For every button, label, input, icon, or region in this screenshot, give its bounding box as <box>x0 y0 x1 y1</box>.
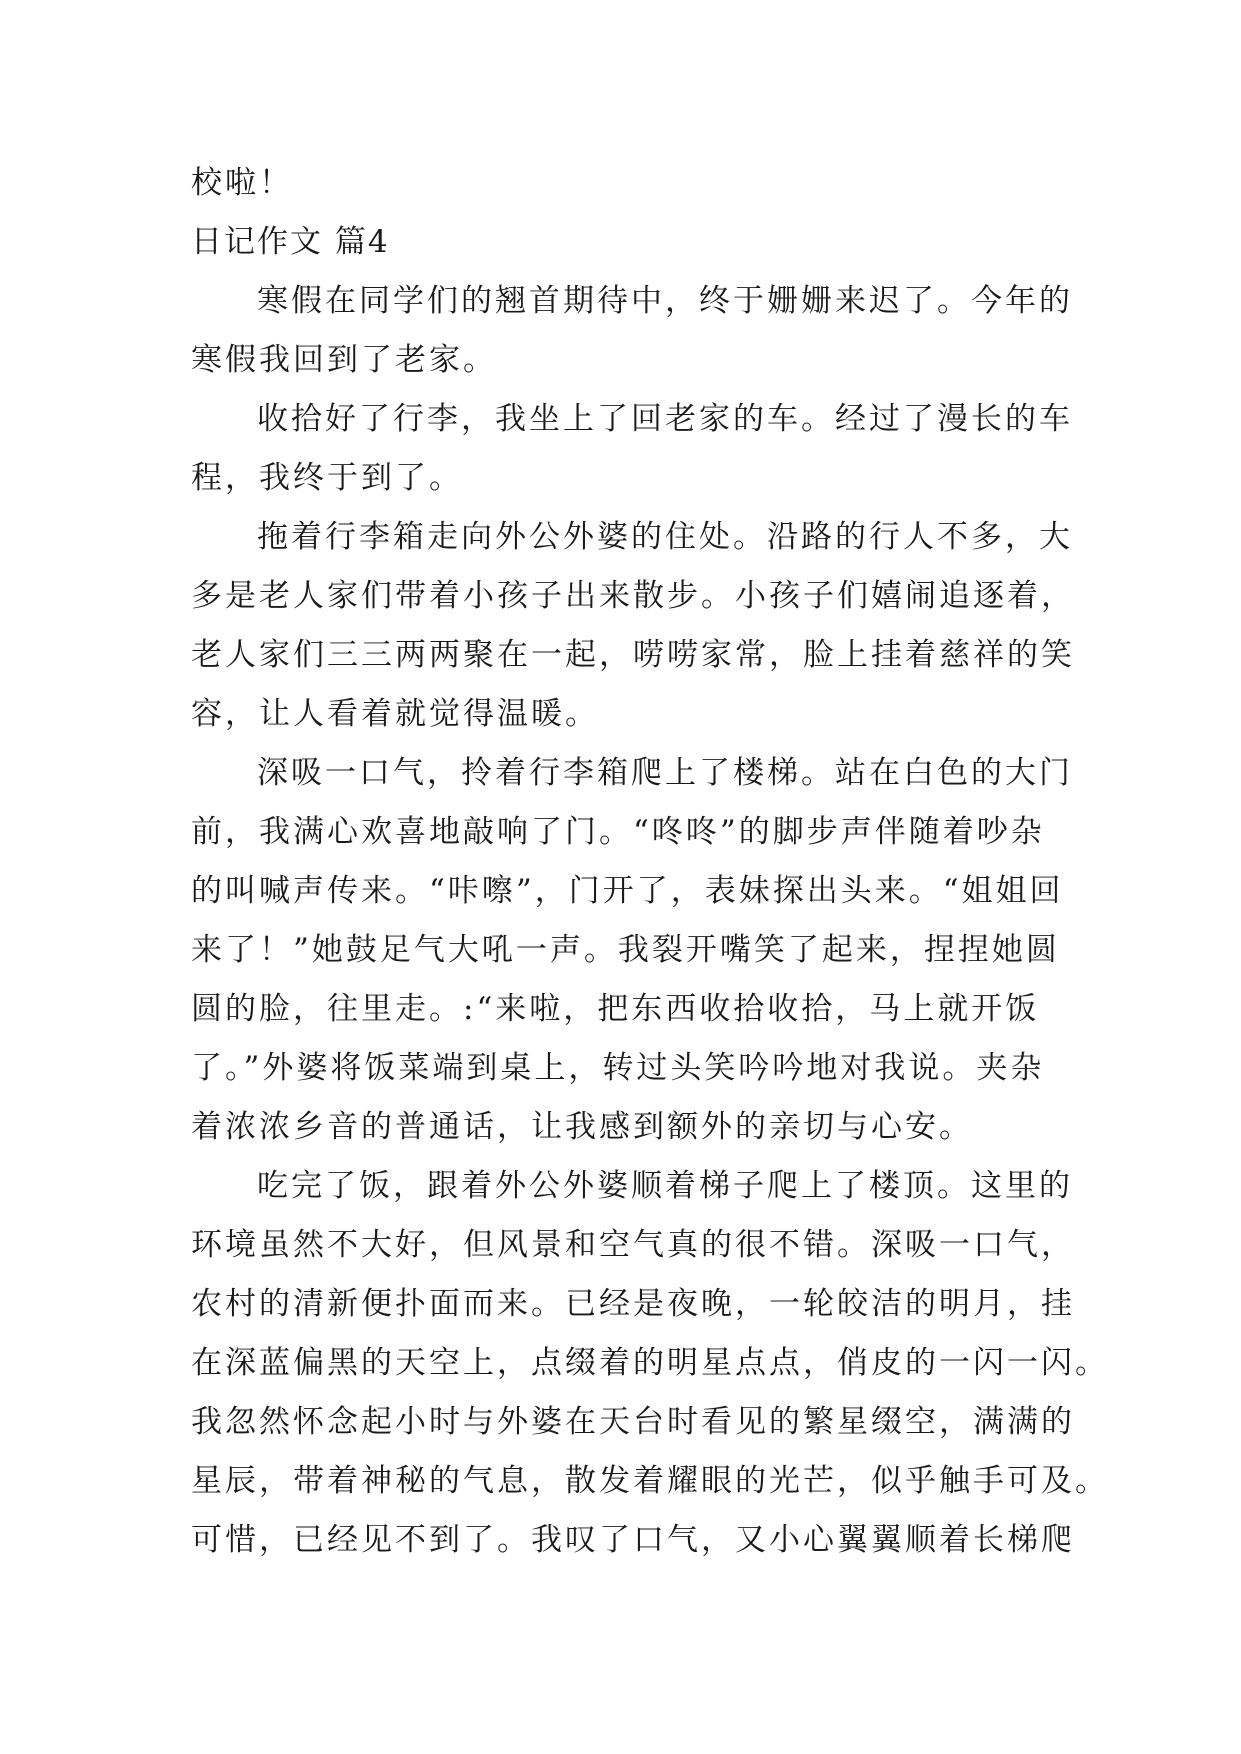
text-line: 老人家们三三两两聚在一起，唠唠家常，脸上挂着慈祥的笑 <box>191 637 1075 673</box>
text-line: 圆的脸，往里走。:“来啦，把东西收拾收拾，马上就开饭 <box>191 991 1040 1027</box>
text-line: 来了！”她鼓足气大吼一声。我裂开嘴笑了起来，捏捏她圆 <box>191 932 1060 968</box>
text-line: 吃完了饭，跟着外公外婆顺着梯子爬上了楼顶。这里的 <box>257 1168 1073 1204</box>
text-line: 寒假在同学们的翘首期待中，终于姗姗来迟了。今年的 <box>257 283 1073 319</box>
text-line: 可惜，已经见不到了。我叹了口气，又小心翼翼顺着长梯爬 <box>191 1522 1075 1558</box>
text-line: 多是老人家们带着小孩子出来散步。小孩子们嬉闹追逐着， <box>191 578 1075 614</box>
text-line: 星辰，带着神秘的气息，散发着耀眼的光芒，似乎触手可及。 <box>191 1463 1109 1499</box>
previous-section-tail: 校啦！ <box>191 165 293 201</box>
text-line: 了。”外婆将饭菜端到桌上，转过头笑吟吟地对我说。夹杂 <box>191 1050 1045 1086</box>
text-line: 在深蓝偏黑的天空上，点缀着的明星点点，俏皮的一闪一闪。 <box>191 1345 1109 1381</box>
text-line: 寒假我回到了老家。 <box>191 342 497 378</box>
section-title: 日记作文 篇4 <box>191 224 390 260</box>
text-line: 程，我终于到了。 <box>191 460 463 496</box>
text-line: 容，让人看着就觉得温暖。 <box>191 696 599 732</box>
text-line: 前，我满心欢喜地敲响了门。“咚咚”的脚步声伴随着吵杂 <box>191 814 1045 850</box>
text-line: 收拾好了行李，我坐上了回老家的车。经过了漫长的车 <box>257 401 1073 437</box>
text-line: 的叫喊声传来。“咔嚓”，门开了，表妹探出头来。“姐姐回 <box>191 873 1064 909</box>
document-page <box>191 154 1109 1570</box>
text-line: 农村的清新便扑面而来。已经是夜晚，一轮皎洁的明月，挂 <box>191 1286 1075 1322</box>
essay-body <box>191 272 1109 1570</box>
text-line: 环境虽然不大好，但风景和空气真的很不错。深吸一口气， <box>191 1227 1075 1263</box>
text-line: 拖着行李箱走向外公外婆的住处。沿路的行人不多，大 <box>257 519 1073 555</box>
text-line: 深吸一口气，拎着行李箱爬上了楼梯。站在白色的大门 <box>257 755 1073 791</box>
text-line: 我忽然怀念起小时与外婆在天台时看见的繁星缀空，满满的 <box>191 1404 1075 1440</box>
text-line: 着浓浓乡音的普通话，让我感到额外的亲切与心安。 <box>191 1109 973 1145</box>
